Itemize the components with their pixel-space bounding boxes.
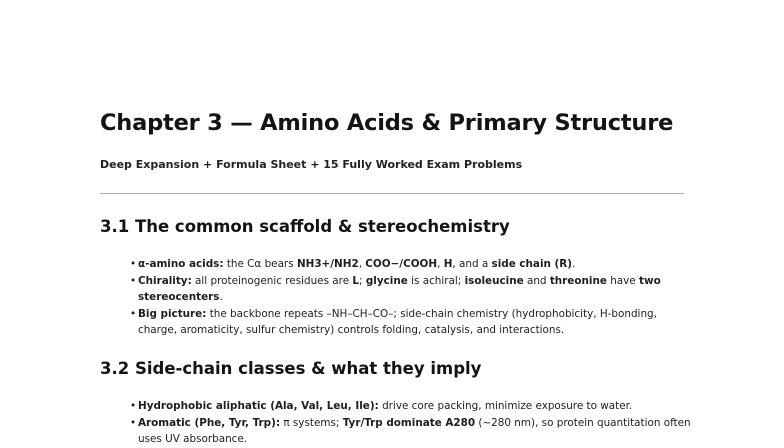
bullet-big-picture: • Big picture: the backbone repeats –NH–CH–CO–; side-chain chemistry (hydrophobicity, H-bonding, charge, aromaticity, sulfur chemistry) controls folding, catalysis, and interactions.	[138, 306, 698, 339]
chapter-subtitle: Deep Expansion + Formula Sheet + 15 Fully Worked Exam Problems	[100, 158, 523, 171]
section-heading-3-1: 3.1 The common scaffold & stereochemistry	[100, 217, 510, 236]
bullet-chirality: • Chirality: all proteinogenic residues are L; glycine is achiral; isoleucine and threonine have two stereocenters.	[138, 273, 698, 306]
horizontal-divider	[100, 193, 684, 194]
chapter-title: Chapter 3 — Amino Acids & Primary Structure	[100, 110, 674, 136]
section-heading-3-2: 3.2 Side-chain classes & what they imply	[100, 359, 482, 378]
bullet-hydrophobic-aliphatic: • Hydrophobic aliphatic (Ala, Val, Leu, Ile): drive core packing, minimize exposure to water.	[138, 398, 698, 415]
bullet-aromatic: • Aromatic (Phe, Tyr, Trp): π systems; Tyr/Trp dominate A280 (~280 nm), so protein quantitation often uses UV absorbance.	[138, 415, 698, 448]
section-3-1-bullet-list	[138, 256, 698, 339]
section-3-2-bullet-list	[138, 398, 698, 448]
bullet-alpha-amino-acids: • α-amino acids: the Cα bears NH3+/NH2, COO−/COOH, H, and a side chain (R).	[138, 256, 698, 273]
